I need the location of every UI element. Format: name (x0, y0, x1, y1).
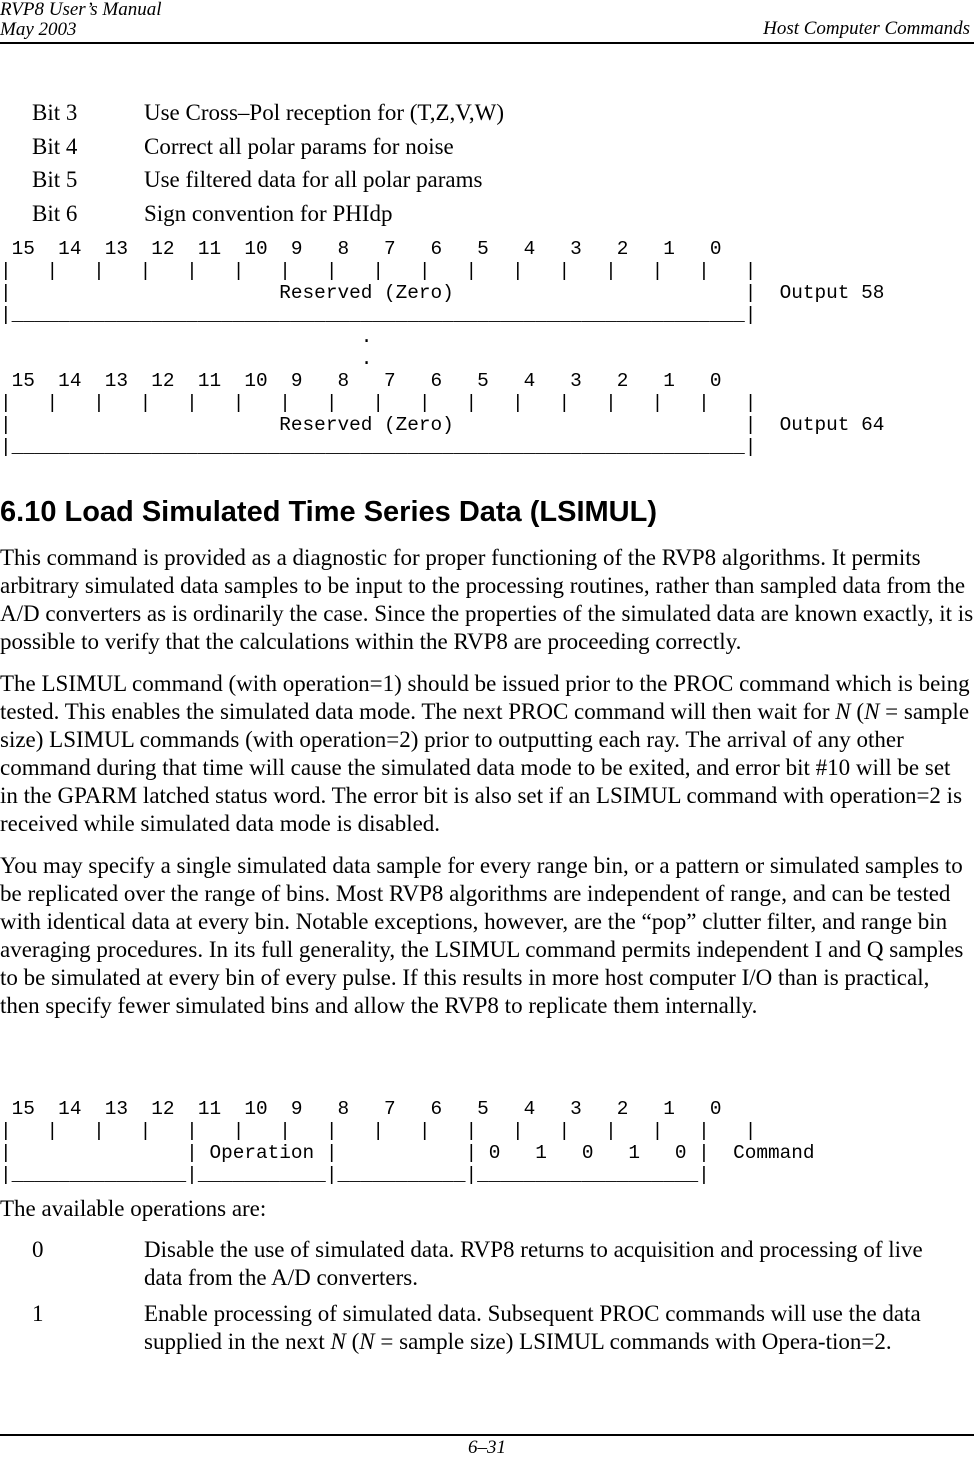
var-n: N (835, 699, 851, 724)
bit-list (32, 96, 504, 230)
header-rule (0, 42, 974, 44)
manual-date: May 2003 (0, 19, 77, 40)
paragraph-3: You may specify a single simulated data sample for every range bin, or a pattern or simulated samples to be replicated over the range of bins. Most RVP8 algorithms are independent of range, and can be tested with identical data at every bin. Notable exceptions, however, are the “pop” clutter filter, and range bin averaging procedures. In its full generality, the LSIMUL command permits independent I and Q samples to be simulated at every bin of every pulse. If this results in more host computer I/O than is practical, then specify fewer simulated bins and allow the RVP8 to replicate them internally. (0, 853, 964, 1018)
bit-label: Bit 6 (32, 200, 78, 226)
bit-label: Bit 5 (32, 167, 78, 192)
manual-title: RVP8 User’s Manual (0, 0, 162, 20)
bit-label: Bit 3 (32, 100, 78, 125)
bit-row (32, 197, 504, 231)
paragraph-2 (0, 670, 974, 838)
operation-desc (144, 1300, 974, 1356)
operations-list (0, 1236, 974, 1364)
operations-intro: The available operations are: (0, 1196, 267, 1221)
text-span: = sample size) LSIMUL commands with Opera-tion=2. (374, 1329, 892, 1354)
var-n: N (864, 699, 880, 724)
operation-desc: Disable the use of simulated data. RVP8 returns to acquisition and processing of live data from the A/D converters. (144, 1237, 923, 1290)
bit-row (32, 130, 504, 164)
page-header (0, 0, 974, 44)
text-span: The LSIMUL command (with operation=1) should be issued prior to the PROC command which is being tested. This enables the simulated data mode. The next PROC command will then wait for (0, 671, 970, 724)
command-word-diagram: 15 14 13 12 11 10 9 8 7 6 5 4 3 2 1 0 | | | | | | | | | | | | | | | | | | | Operation | | 0 1 0 1 0 | Command |_______________|___________|___________|___________________| (0, 1098, 815, 1186)
text-span: Enable processing of simulated data. Subsequent PROC commands will use the data supplied in the next (144, 1301, 921, 1354)
bit-desc: Use Cross–Pol reception for (T,Z,V,W) (144, 100, 505, 125)
operation-item (0, 1300, 974, 1356)
page-number: 6–31 (468, 1437, 506, 1458)
bit-desc: Correct all polar params for noise (144, 133, 454, 159)
chapter-title: Host Computer Commands (763, 18, 970, 39)
section-body (0, 544, 974, 1034)
bit-label: Bit 4 (32, 133, 78, 159)
bit-row (32, 96, 504, 130)
text-span: ( (850, 699, 865, 724)
operation-number: 1 (32, 1301, 44, 1326)
output-word-diagram: 15 14 13 12 11 10 9 8 7 6 5 4 3 2 1 0 | | | | | | | | | | | | | | | | | | Reserved (Zero) | Output 58 |_______________________________________________________________| . . 15 14 13 12 11 10 9 8 7 6 5 4 3 2 1 0 | | | | | | | | | | | | | | | | | | Reserved (Zero) | Output 64 |_______________________________________________________________| (0, 238, 885, 458)
paragraph-1: This command is provided as a diagnostic for proper functioning of the RVP8 algorithms. It permits arbitrary simulated data samples to be input to the processing routines, rather than sampled data from the A/D converters as is ordinarily the case. Since the properties of the simulated data are known exactly, it is possible to verify that the calculations within the RVP8 are proceeding correctly. (0, 545, 974, 654)
header-left (0, 0, 162, 40)
var-n: N (330, 1329, 346, 1354)
footer-rule (0, 1434, 974, 1436)
text-span: ( (345, 1329, 360, 1354)
bit-desc: Sign convention for PHIdp (144, 200, 393, 226)
var-n: N (359, 1329, 375, 1354)
bit-row (32, 163, 504, 197)
text-span: = sample size) LSIMUL commands (with operation=2) prior to outputting each ray. The arrival of any other command during that time will cause the simulated data mode to be exited, and error bit #10 will be set in the GPARM latched status word. The error bit is also set if an LSIMUL command with operation=2 is received while simulated data mode is disabled. (0, 699, 970, 836)
bit-desc: Use filtered data for all polar params (144, 167, 483, 192)
operation-number: 0 (32, 1237, 44, 1262)
section-heading: 6.10 Load Simulated Time Series Data (LSIMUL) (0, 496, 657, 528)
operation-item (0, 1236, 974, 1292)
